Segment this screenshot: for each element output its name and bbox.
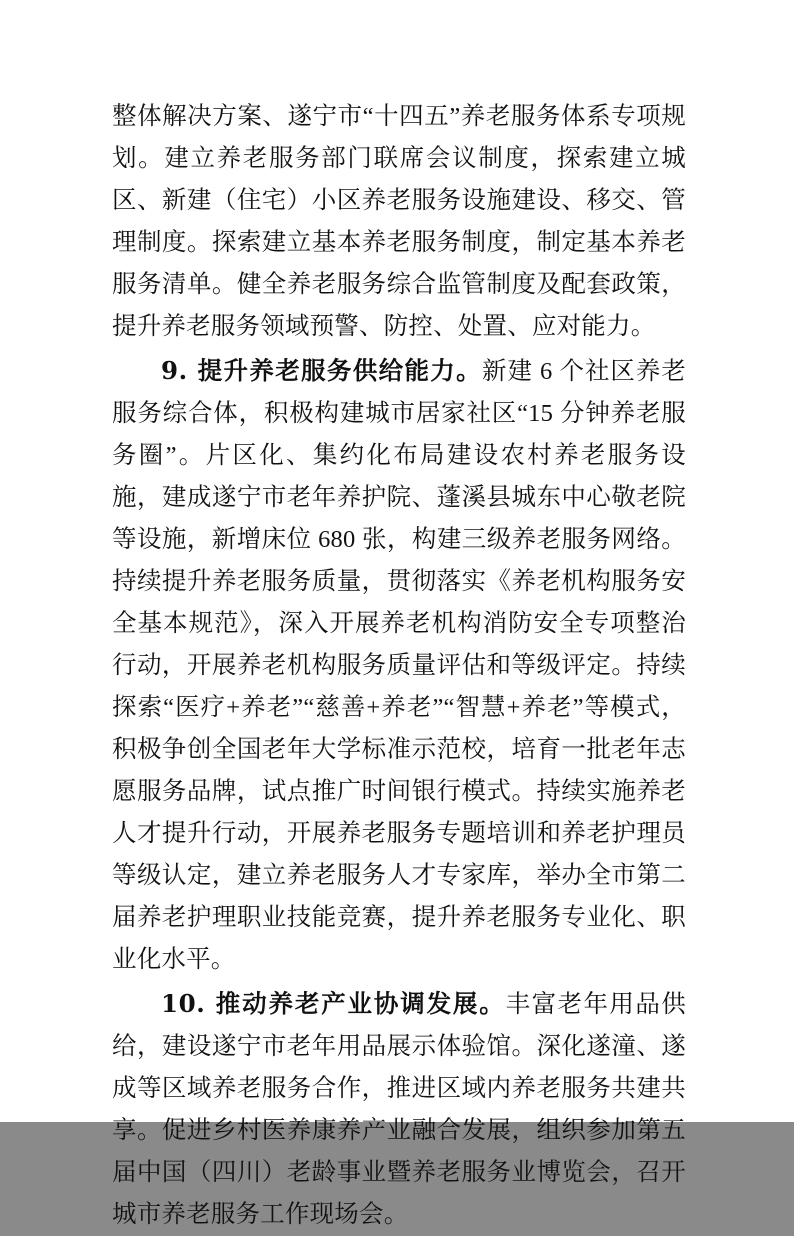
paragraph-text: 新建 6 个社区养老服务综合体，积极构建城市居家社区“15 分钟养老服务圈”。片区化、集约化布局建设农村养老服务设施，建成遂宁市老年养护院、蓬溪县城东中心敬老院等设施，新增床位 680 张，构建三级养老服务网络。持续提升养老服务质量，贯彻落实《养老机构服务安全基本规范》，深入开展养老机构消防安全专项整治行动，开展养老机构服务质量评估和等级评定。持续探索“医疗+养老”“慈善+养老”“智慧+养老”等模式，积极争创全国老年大学标准示范校，培育一批老年志愿服务品牌，试点推广时间银行模式。持续实施养老人才提升行动，开展养老服务专题培训和养老护理员等级认定，建立养老服务人才专家库，举办全市第二届养老护理职业技能竞赛，提升养老服务专业化、职业化水平。 xyxy=(112,358,686,973)
paragraph-heading-run: 9. 提升养老服务供给能力。 xyxy=(161,356,482,385)
paragraph-item-9 xyxy=(112,350,686,981)
paragraph-heading-run: 10. 推动养老产业协调发展。 xyxy=(161,989,506,1018)
paragraph-item-10 xyxy=(112,983,686,1236)
paragraph-text: 整体解决方案、遂宁市“十四五”养老服务体系专项规划。建立养老服务部门联席会议制度，探索建立城区、新建（住宅）小区养老服务设施建设、移交、管理制度。探索建立基本养老服务制度，制定基本养老服务清单。健全养老服务综合监管制度及配套政策，提升养老服务领域预警、防控、处置、应对能力。 xyxy=(112,103,686,340)
document-body xyxy=(112,96,686,1236)
paragraph-text: 丰富老年用品供给，建设遂宁市老年用品展示体验馆。深化遂潼、遂成等区域养老服务合作，推进区域内养老服务共建共享。促进乡村医养康养产业融合发展，组织参加第五届中国（四川）老龄事业暨养老服务业博览会，召开城市养老服务工作现场会。 xyxy=(112,991,687,1228)
paragraph-continued-section-8 xyxy=(112,96,686,348)
